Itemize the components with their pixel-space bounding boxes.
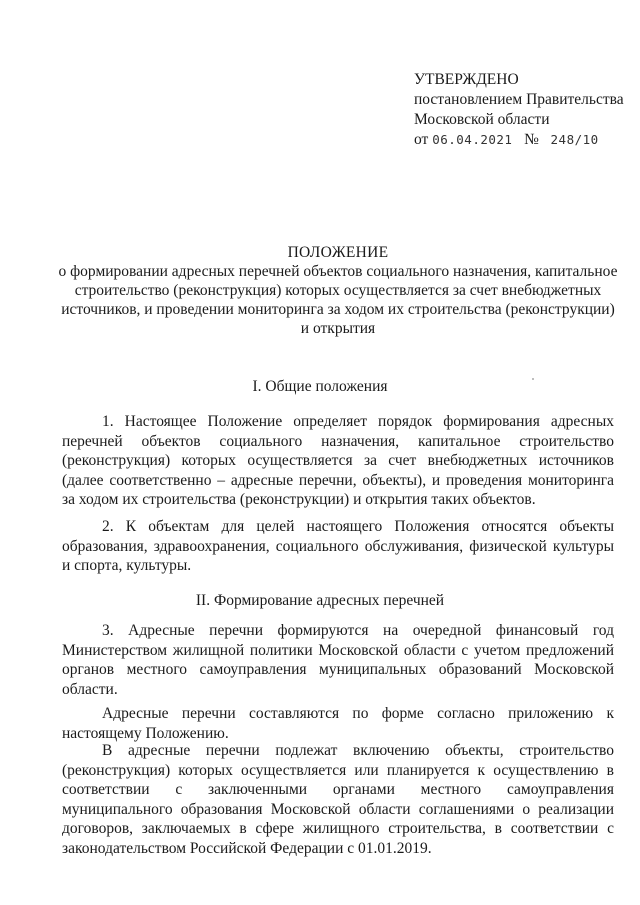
paragraph-3: 3. Адресные перечни формируются на очередной финансовый год Министерством жилищной политики Московской области с учетом предложений органов местного самоуправления муниципальных образований Московской области. — [62, 622, 614, 698]
paragraph-5: В адресные перечни подлежат включению объекты, строительство (реконструкция) которых осуществляется или планируется к осуществлению в соответствии с заключенными органами местного самоуправления муниципального образования Московской области соглашениями о реализации договоров, заключаемых в сфере жилищного строительства, в соответствии с законодательством Российской Федерации с 01.01.2019. — [62, 742, 614, 857]
approval-date: 06.04.2021 — [432, 132, 513, 147]
approval-stamp — [414, 70, 624, 150]
approval-number-sign: № — [524, 131, 539, 148]
document-subtitle: о формировании адресных перечней объектов социального назначения, капитальное строительство (реконструкция) которых осуществляется за счет внебюджетных источников, и проведении мониторинга за ходом их строительства (реконструкции) и открытия — [58, 263, 618, 337]
document-title: ПОЛОЖЕНИЕ — [287, 244, 389, 261]
paragraph-1: 1. Настоящее Положение определяет порядок формирования адресных перечней объектов социального назначения, капитальное строительство (реконструкция) которых осуществляется за счет внебюджетных источников (далее соответственно – адресные перечни, объекты), и проведения мониторинга за ходом их строительства (реконструкции) и открытия таких объектов. — [62, 413, 614, 509]
document-title-block — [58, 243, 618, 338]
approval-date-number-line — [414, 130, 624, 150]
approval-region-line: Московской области — [414, 111, 550, 128]
section-heading-general: I. Общие положения — [252, 378, 388, 395]
approval-heading: УТВЕРЖДЕНО — [414, 71, 519, 88]
section-heading-formation: II. Формирование адресных перечней — [195, 592, 445, 609]
approval-decree-line: постановлением Правительства — [414, 91, 624, 108]
paragraph-4: Адресные перечни составляются по форме согласно приложению к настоящему Положению. — [62, 705, 614, 742]
approval-from-label: от — [414, 131, 429, 148]
approval-number: 248/10 — [550, 132, 599, 147]
paragraph-2: 2. К объектам для целей настоящего Положения относятся объекты образования, здравоохранения, социального обслуживания, физической культуры и спорта, культуры. — [62, 518, 614, 575]
